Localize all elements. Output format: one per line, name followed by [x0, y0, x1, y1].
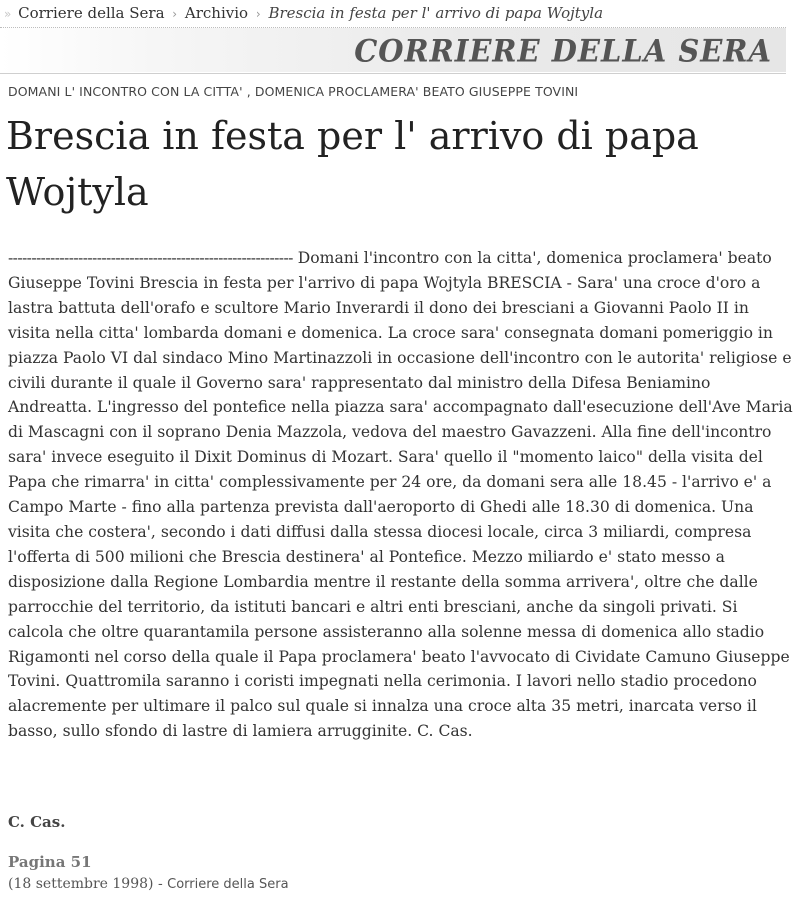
breadcrumb-link-corriere[interactable]: Corriere della Sera: [18, 4, 165, 22]
breadcrumb-separator-icon: ›: [172, 7, 178, 21]
article-source: [8, 876, 289, 892]
article-kicker: DOMANI L' INCONTRO CON LA CITTA' , DOMENICA PROCLAMERA' BEATO GIUSEPPE TOVINI: [8, 84, 579, 99]
masthead-divider: [0, 73, 786, 74]
article-body-text: Domani l'incontro con la citta', domenica proclamera' beato Giuseppe Tovini Brescia in festa per l'arrivo di papa Wojtyla BRESCIA - Sara' una croce d'oro a lastra battuta dell'orafo e scultore Mario Inverardi il dono dei bresciani a Giovanni Paolo II in visita nella citta' lombarda domani e domenica. La croce sara' consegnata domani pomeriggio in piazza Paolo VI dal sindaco Mino Martinazzoli in occasione dell'incontro con le autorita' religiose e civili durante il quale il Governo sara' rappresentato dal ministro della Difesa Beniamino Andreatta. L'ingresso del pontefice nella piazza sara' accompagnato dall'esecuzione dell'Ave Maria di Mascagni con il soprano Denia Mazzola, vedova del maestro Gavazzeni. Alla fine dell'incontro sara' invece eseguito il Dixit Dominus di Mozart. Sara' quello il "momento laico" della visita del Papa che rimarra' in citta' complessivamente per 24 ore, da domani sera alle 18.45 - l'arrivo e' a Campo Marte - fino alla partenza prevista dall'aeroporto di Ghedi alle 18.30 di domenica. Una visita che costera', secondo i dati diffusi dalla stessa diocesi locale, circa 3 miliardi, compresa l'offerta di 500 milioni che Brescia destinera' al Pontefice. Mezzo miliardo e' stato messo a disposizione dalla Regione Lombardia mentre il restante della somma arrivera', oltre che dalle parrocchie del territorio, da istituti bancari e altri enti bresciani, anche da singoli privati. Si calcola che oltre quarantamila persone assisteranno alla solenne messa di domenica allo stadio Rigamonti nel corso della quale il Papa proclamera' beato l'avvocato di Cividate Camuno Giuseppe Tovini. Quattromila saranno i coristi impegnati nella cerimonia. I lavori nello stadio procedono alacremente per ultimare il palco sul quale si innalza una croce alta 35 metri, inarcata verso il basso, sullo sfondo di lastre di lamiera arrugginite. C. Cas.: [8, 249, 793, 741]
article-publisher: Corriere della Sera: [167, 877, 289, 892]
breadcrumb-arrow-icon: »: [4, 7, 12, 21]
breadcrumb-link-archivio[interactable]: Archivio: [184, 4, 249, 22]
breadcrumb-separator-icon: ›: [255, 7, 261, 21]
article-headline: Brescia in festa per l' arrivo di papa Wojtyla: [6, 114, 699, 214]
article-date: (18 settembre 1998): [8, 876, 154, 892]
article-page-number: Pagina 51: [8, 853, 92, 871]
article-source-separator: -: [153, 876, 168, 892]
masthead: [0, 28, 786, 72]
masthead-logo[interactable]: CORRIERE DELLA SERA: [354, 32, 772, 70]
article-dashes: -------------------------------------------------------------: [8, 249, 293, 267]
article-body: [8, 246, 794, 744]
article-author: C. Cas.: [8, 813, 66, 831]
breadcrumb: [4, 2, 784, 25]
breadcrumb-current: Brescia in festa per l' arrivo di papa Wojtyla: [268, 4, 604, 22]
